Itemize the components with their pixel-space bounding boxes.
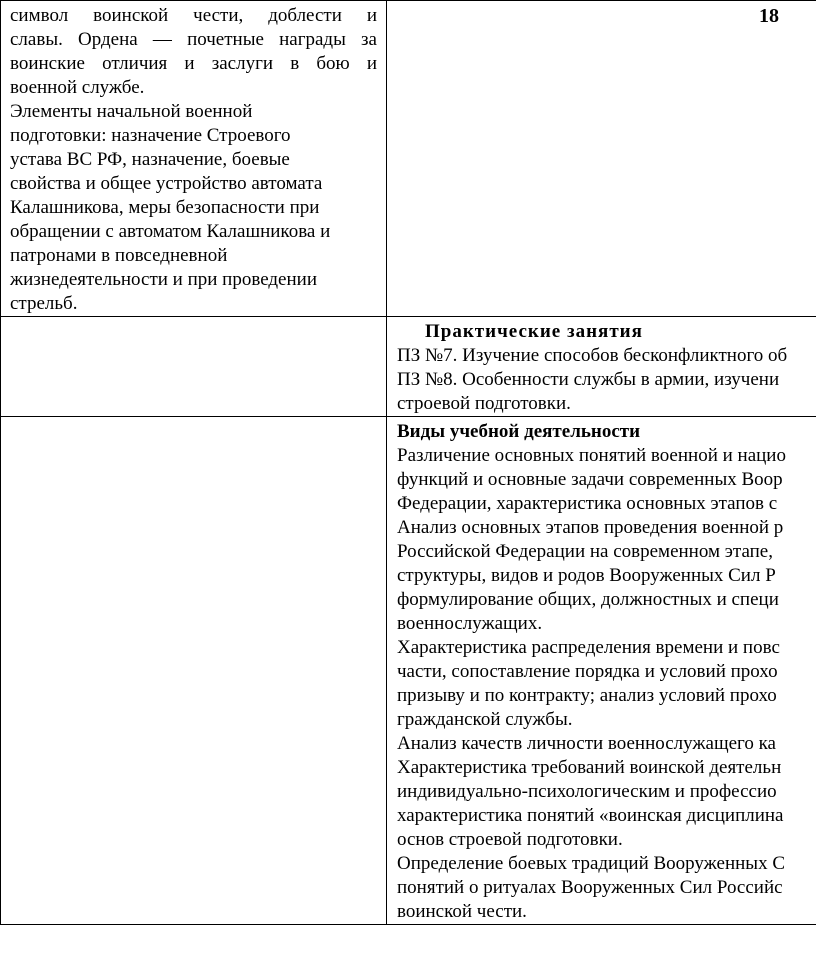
activities-cell bbox=[387, 417, 816, 925]
topic-line: Калашникова, меры безопасности при bbox=[10, 197, 320, 218]
activity-line: Федерации, характеристика основных этапов с bbox=[397, 493, 778, 514]
hours-cell bbox=[387, 1, 816, 317]
activity-line: Характеристика распределения времени и повс bbox=[397, 637, 780, 658]
topic-line: воинские отличия и заслуги в бою и bbox=[10, 53, 377, 74]
activity-line: призыву и по контракту; анализ условий прохо bbox=[397, 685, 777, 706]
topic-line: патронами в повседневной bbox=[10, 245, 228, 266]
empty-cell bbox=[1, 317, 387, 417]
activity-line: Анализ основных этапов проведения военной р bbox=[397, 517, 784, 538]
topic-line: военной службе. bbox=[10, 77, 145, 98]
activity-line: формулирование общих, должностных и специ bbox=[397, 589, 779, 610]
practice-cell bbox=[387, 317, 816, 417]
topic-line: Элементы начальной военной bbox=[10, 101, 253, 122]
practice-line: строевой подготовки. bbox=[397, 393, 571, 414]
table-row bbox=[1, 317, 816, 417]
practice-line: ПЗ №8. Особенности службы в армии, изучени bbox=[397, 369, 780, 390]
activity-line: части, сопоставление порядка и условий прохо bbox=[397, 661, 778, 682]
empty-cell bbox=[1, 417, 387, 925]
activity-line: воинской чести. bbox=[397, 901, 527, 922]
activity-line: понятий о ритуалах Вооруженных Сил Российс bbox=[397, 877, 783, 898]
activity-line: гражданской службы. bbox=[397, 709, 573, 730]
topic-line: обращении с автоматом Калашникова и bbox=[10, 221, 331, 242]
topic-line: жизнедеятельности и при проведении bbox=[10, 269, 317, 290]
activity-line: индивидуально-психологическим и профессио bbox=[397, 781, 777, 802]
activity-line: Определение боевых традиций Вооруженных С bbox=[397, 853, 785, 874]
topic-line: подготовки: назначение Строевого bbox=[10, 125, 291, 146]
activity-line: военнослужащих. bbox=[397, 613, 543, 634]
activity-line: функций и основные задачи современных Воор bbox=[397, 469, 783, 490]
practice-line: ПЗ №7. Изучение способов бесконфликтного об bbox=[397, 345, 788, 366]
activity-line: Анализ качеств личности военнослужащего ка bbox=[397, 733, 776, 754]
topic-line: славы. Ордена — почетные награды за bbox=[10, 29, 377, 50]
topic-cell bbox=[1, 1, 387, 317]
topic-line: символ воинской чести, доблести и bbox=[10, 5, 377, 26]
topic-line: стрельб. bbox=[10, 293, 78, 314]
practice-heading: Практические занятия bbox=[425, 321, 643, 342]
table-row bbox=[1, 1, 816, 317]
table-row bbox=[1, 417, 816, 925]
activity-line: характеристика понятий «воинская дисциплина bbox=[397, 805, 784, 826]
activity-line: основ строевой подготовки. bbox=[397, 829, 623, 850]
hours-value: 18 bbox=[759, 5, 779, 27]
activities-heading: Виды учебной деятельности bbox=[397, 421, 641, 442]
activity-line: структуры, видов и родов Вооруженных Сил Р bbox=[397, 565, 776, 586]
activity-line: Различение основных понятий военной и нацио bbox=[397, 445, 786, 466]
topic-line: свойства и общее устройство автомата bbox=[10, 173, 323, 194]
activity-line: Российской Федерации на современном этапе, bbox=[397, 541, 773, 562]
activity-line: Характеристика требований воинской деятельн bbox=[397, 757, 782, 778]
topic-line: устава ВС РФ, назначение, боевые bbox=[10, 149, 290, 170]
